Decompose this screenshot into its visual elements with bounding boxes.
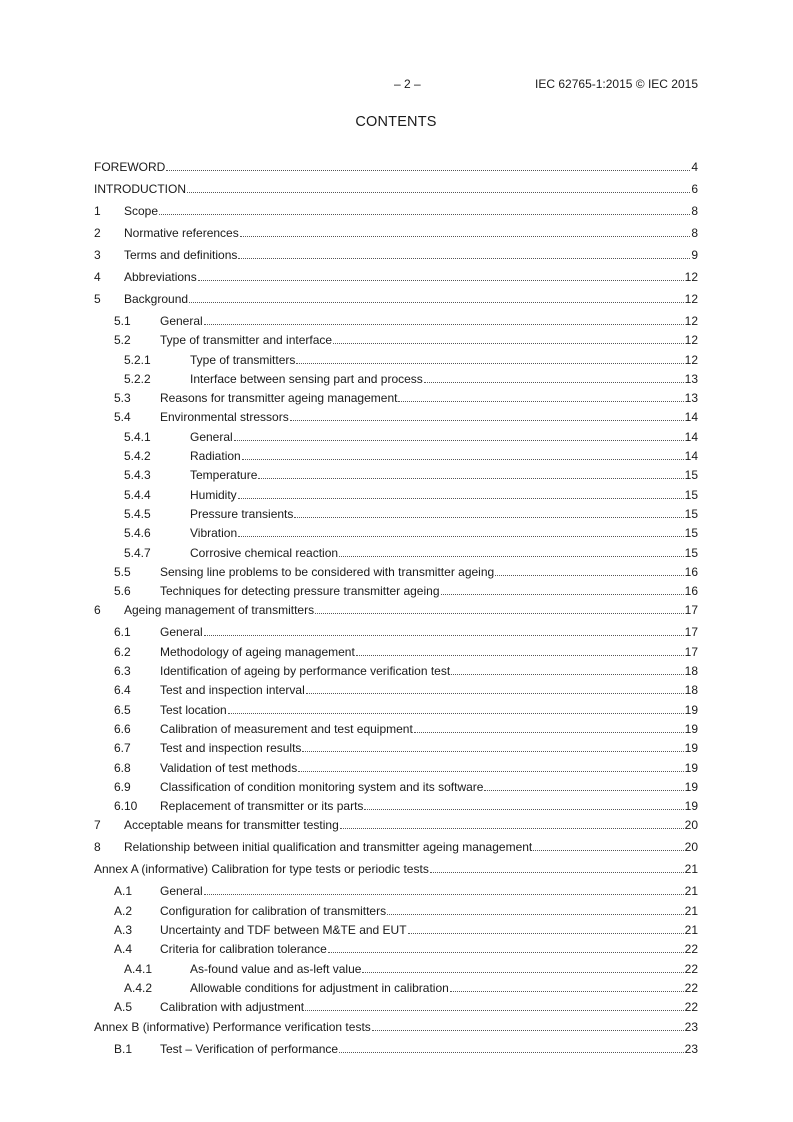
toc-entry-number: 1: [94, 204, 101, 218]
dot-leader: [372, 1019, 684, 1031]
toc-entry-page: 12: [684, 314, 698, 328]
toc-entry-page: 19: [684, 760, 698, 775]
toc-entry-number: 3: [94, 248, 101, 262]
dot-leader: [238, 487, 684, 499]
toc-entry-number: 6.1: [114, 625, 131, 640]
dot-leader: [159, 203, 690, 215]
toc-entry-number: 6.2: [114, 644, 131, 659]
toc-entry-title: Environmental stressors: [160, 410, 289, 425]
toc-entry-title: Techniques for detecting pressure transmitter ageing: [160, 584, 440, 599]
toc-entry[interactable]: [94, 313, 698, 329]
dot-leader: [408, 922, 684, 934]
toc-entry-title: Pressure transients: [190, 506, 294, 521]
toc-entry-page: 16: [684, 584, 698, 599]
toc-entry-number: A.4.2: [124, 980, 153, 995]
dot-leader: [294, 506, 683, 518]
toc-entry-number: 5.4.1: [124, 429, 151, 444]
dot-leader: [340, 817, 684, 829]
toc-entry[interactable]: [94, 564, 698, 580]
toc-entry-page: 15: [684, 545, 698, 560]
toc-entry-title: Validation of test methods: [160, 760, 298, 775]
toc-entry[interactable]: [94, 883, 698, 899]
dot-leader: [228, 702, 684, 714]
toc-entry[interactable]: [94, 980, 698, 996]
toc-entry-title: Classification of condition monitoring system and its software: [160, 779, 484, 794]
toc-entry-title: Sensing line problems to be considered with transmitter ageing: [160, 564, 495, 579]
toc-entry[interactable]: [94, 644, 698, 660]
toc-entry[interactable]: [94, 602, 698, 618]
dot-leader: [356, 644, 684, 656]
toc-entry-number: B.1: [114, 1041, 133, 1056]
toc-entry-number: 6.6: [114, 721, 131, 736]
toc-entry-number: 6.4: [114, 683, 131, 698]
toc-entry-number: 6.3: [114, 664, 131, 679]
toc-entry-number: 5.4.5: [124, 506, 151, 521]
toc-entry[interactable]: [94, 203, 698, 219]
toc-entry-page: 17: [684, 644, 698, 659]
toc-entry-page: 21: [684, 884, 698, 899]
document-id: IEC 62765-1:2015 © IEC 2015: [535, 77, 698, 91]
toc-entry[interactable]: [94, 1019, 698, 1035]
toc-entry-number: 7: [94, 818, 101, 833]
toc-entry-page: 23: [684, 1041, 698, 1056]
toc-entry[interactable]: [94, 409, 698, 425]
toc-entry-title: Replacement of transmitter or its parts: [160, 799, 364, 814]
toc-entry-page: 19: [684, 779, 698, 794]
toc-entry-number: 6.10: [114, 799, 138, 814]
dot-leader: [204, 624, 684, 636]
toc-entry-title: Ageing management of transmitters: [124, 603, 315, 618]
toc-entry-page: 12: [684, 333, 698, 348]
toc-entry[interactable]: [94, 961, 698, 977]
toc-entry-number: 5.5: [114, 564, 131, 579]
toc-entry-number: A.2: [114, 903, 133, 918]
toc-entry-page: 20: [684, 840, 698, 855]
toc-entry-page: 12: [684, 270, 698, 284]
dot-leader: [333, 332, 684, 344]
dot-leader: [362, 961, 683, 973]
toc-entry-title: Background: [124, 292, 189, 306]
dot-leader: [258, 467, 683, 479]
toc-entry-number: 6.7: [114, 741, 131, 756]
toc-entry-page: 21: [684, 903, 698, 918]
toc-entry[interactable]: [94, 429, 698, 445]
toc-entry-title: Radiation: [190, 449, 241, 464]
toc-entry-number: 8: [94, 840, 101, 855]
dot-leader: [339, 545, 684, 557]
dot-leader: [187, 181, 690, 193]
toc-entry-number: A.3: [114, 923, 133, 938]
toc-entry[interactable]: [94, 839, 698, 855]
dot-leader: [387, 903, 684, 915]
toc-entry[interactable]: [94, 371, 698, 387]
toc-entry-number: 6: [94, 603, 101, 618]
toc-entry-number: 5.4.7: [124, 545, 151, 560]
toc-entry-title: Uncertainty and TDF between M&TE and EUT: [160, 923, 407, 938]
dot-leader: [339, 1041, 684, 1053]
dot-leader: [495, 564, 683, 576]
toc-entry-title: Interface between sensing part and process: [190, 371, 423, 386]
toc-entry-number: 5.4.6: [124, 526, 151, 541]
page-header: [94, 77, 698, 93]
toc-entry-number: 5.1: [114, 314, 131, 328]
toc-entry-number: 5.4.3: [124, 468, 151, 483]
toc-entry-page: 21: [684, 923, 698, 938]
toc-entry-page: 15: [684, 487, 698, 502]
toc-entry-number: 5.4.4: [124, 487, 151, 502]
toc-entry[interactable]: [94, 817, 698, 833]
dot-leader: [234, 429, 684, 441]
toc-entry-title: Vibration: [190, 526, 238, 541]
dot-leader: [533, 839, 683, 851]
toc-entry-title: Abbreviations: [124, 270, 197, 284]
toc-entry-title: Acceptable means for transmitter testing: [124, 818, 339, 833]
toc-entry[interactable]: [94, 702, 698, 718]
toc-entry-page: 17: [684, 603, 698, 618]
toc-entry-title: Temperature: [190, 468, 258, 483]
toc-entry-title: Reasons for transmitter ageing management: [160, 391, 398, 406]
toc-entry-title: Allowable conditions for adjustment in calibration: [190, 980, 449, 995]
toc-entry[interactable]: [94, 583, 698, 599]
toc-entry[interactable]: [94, 247, 698, 263]
dot-leader: [302, 740, 683, 752]
toc-entry[interactable]: [94, 779, 698, 795]
toc-entry-title: Methodology of ageing management: [160, 644, 355, 659]
toc-entry[interactable]: [94, 721, 698, 737]
toc-entry-number: A.4.1: [124, 961, 153, 976]
toc-entry-number: 2: [94, 226, 101, 240]
toc-entry-title: Test and inspection results: [160, 741, 302, 756]
toc-entry[interactable]: [94, 159, 698, 175]
toc-entry-page: 13: [684, 371, 698, 386]
toc-entry-page: 15: [684, 526, 698, 541]
toc-entry-page: 23: [684, 1019, 698, 1034]
toc-entry-number: 6.8: [114, 760, 131, 775]
toc-entry[interactable]: [94, 390, 698, 406]
toc-entry[interactable]: [94, 269, 698, 285]
dot-leader: [305, 999, 684, 1011]
dot-leader: [290, 409, 684, 421]
dot-leader: [451, 663, 683, 675]
toc-entry-title: Terms and definitions: [124, 248, 238, 262]
toc-entry-title: Type of transmitter and interface: [160, 333, 333, 348]
toc-entry-title: Test and inspection interval: [160, 683, 305, 698]
toc-entry[interactable]: [94, 332, 698, 348]
toc-entry-number: 6.9: [114, 779, 131, 794]
dot-leader: [364, 798, 683, 810]
dot-leader: [198, 269, 684, 281]
toc-entry-title: Relationship between initial qualification and transmitter ageing management: [124, 840, 533, 855]
toc-entry-number: A.4: [114, 942, 133, 957]
toc-entry[interactable]: [94, 487, 698, 503]
toc-entry-title: As-found value and as-left value: [190, 961, 362, 976]
toc-entry-page: 14: [684, 410, 698, 425]
toc-entry-title: Test – Verification of performance: [160, 1041, 339, 1056]
toc-entry-number: A.1: [114, 884, 133, 899]
toc-entry-page: 14: [684, 449, 698, 464]
toc-entry-page: 19: [684, 741, 698, 756]
toc-entry-page: 18: [684, 683, 698, 698]
toc-entry[interactable]: [94, 506, 698, 522]
toc-entry-page: 8: [691, 226, 698, 240]
toc-entry[interactable]: [94, 798, 698, 814]
dot-leader: [298, 760, 683, 772]
toc-entry-page: 15: [684, 468, 698, 483]
toc-entry-page: 22: [684, 942, 698, 957]
table-of-contents: [94, 159, 698, 1060]
toc-entry-page: 14: [684, 429, 698, 444]
toc-entry[interactable]: [94, 663, 698, 679]
toc-entry-number: 5: [94, 292, 101, 306]
dot-leader: [189, 291, 684, 303]
dot-leader: [424, 371, 684, 383]
toc-entry[interactable]: [94, 760, 698, 776]
toc-entry[interactable]: [94, 352, 698, 368]
toc-entry-page: 12: [684, 292, 698, 306]
toc-entry[interactable]: [94, 291, 698, 307]
toc-entry-title: General: [160, 314, 203, 328]
dot-leader: [414, 721, 684, 733]
toc-entry-page: 12: [684, 352, 698, 367]
toc-entry[interactable]: [94, 545, 698, 561]
toc-entry-page: 21: [684, 862, 698, 877]
toc-entry-title: General: [190, 429, 233, 444]
toc-entry-number: 5.4: [114, 410, 131, 425]
dot-leader: [296, 352, 683, 364]
dot-leader: [238, 525, 683, 537]
toc-entry-number: 5.2: [114, 333, 131, 348]
toc-entry-number: 6.5: [114, 702, 131, 717]
toc-entry-title: Corrosive chemical reaction: [190, 545, 339, 560]
toc-entry-number: 5.2.2: [124, 371, 151, 386]
toc-entry[interactable]: [94, 525, 698, 541]
toc-entry-page: 19: [684, 721, 698, 736]
toc-entry[interactable]: [94, 1041, 698, 1057]
dot-leader: [450, 980, 684, 992]
toc-entry-title: General: [160, 625, 203, 640]
toc-entry[interactable]: [94, 922, 698, 938]
dot-leader: [238, 247, 690, 259]
toc-entry-page: 15: [684, 506, 698, 521]
toc-entry-title: INTRODUCTION: [94, 182, 186, 196]
toc-entry[interactable]: [94, 467, 698, 483]
toc-entry-number: 4: [94, 270, 101, 284]
toc-entry-page: 18: [684, 664, 698, 679]
dot-leader: [328, 941, 684, 953]
contents-title: CONTENTS: [355, 114, 437, 130]
toc-entry-title: Annex B (informative) Performance verification tests: [94, 1019, 371, 1034]
dot-leader: [315, 602, 684, 614]
toc-entry-title: Annex A (informative) Calibration for type tests or periodic tests: [94, 862, 429, 877]
toc-entry[interactable]: [94, 999, 698, 1015]
toc-entry-number: 5.4.2: [124, 449, 151, 464]
toc-entry-page: 22: [684, 980, 698, 995]
toc-entry-page: 20: [684, 818, 698, 833]
toc-entry-title: Calibration of measurement and test equipment: [160, 721, 413, 736]
toc-entry-number: A.5: [114, 1000, 133, 1015]
toc-entry-title: Criteria for calibration tolerance: [160, 942, 327, 957]
toc-entry-page: 19: [684, 702, 698, 717]
toc-entry-title: Identification of ageing by performance verification test: [160, 664, 451, 679]
toc-entry-title: FOREWORD: [94, 160, 166, 174]
toc-entry-page: 22: [684, 961, 698, 976]
toc-entry-page: 8: [691, 204, 698, 218]
dot-leader: [441, 583, 684, 595]
toc-entry[interactable]: [94, 740, 698, 756]
toc-entry[interactable]: [94, 225, 698, 241]
toc-entry[interactable]: [94, 682, 698, 698]
toc-entry-page: 16: [684, 564, 698, 579]
toc-entry-page: 17: [684, 625, 698, 640]
toc-entry-number: 5.3: [114, 391, 131, 406]
toc-entry[interactable]: [94, 941, 698, 957]
toc-entry[interactable]: [94, 181, 698, 197]
page-number: – 2 –: [394, 77, 421, 91]
toc-entry-title: Scope: [124, 204, 159, 218]
toc-entry-page: 6: [691, 182, 698, 196]
toc-entry-title: Type of transmitters: [190, 352, 296, 367]
toc-entry[interactable]: [94, 903, 698, 919]
dot-leader: [166, 159, 690, 171]
dot-leader: [204, 883, 684, 895]
toc-entry-page: 4: [691, 160, 698, 174]
toc-entry[interactable]: [94, 624, 698, 640]
toc-entry-title: General: [160, 884, 203, 899]
dot-leader: [242, 448, 684, 460]
toc-entry-title: Configuration for calibration of transmitters: [160, 903, 387, 918]
toc-entry[interactable]: [94, 448, 698, 464]
dot-leader: [484, 779, 683, 791]
toc-entry-title: Humidity: [190, 487, 237, 502]
dot-leader: [240, 225, 691, 237]
toc-entry-number: 5.6: [114, 584, 131, 599]
toc-entry-page: 13: [684, 391, 698, 406]
toc-entry-page: 9: [691, 248, 698, 262]
dot-leader: [306, 682, 684, 694]
toc-entry-title: Normative references: [124, 226, 239, 240]
dot-leader: [430, 861, 684, 873]
toc-entry[interactable]: [94, 861, 698, 877]
toc-entry-page: 19: [684, 799, 698, 814]
toc-entry-title: Test location: [160, 702, 227, 717]
toc-entry-page: 22: [684, 1000, 698, 1015]
toc-entry-number: 5.2.1: [124, 352, 151, 367]
dot-leader: [398, 390, 683, 402]
dot-leader: [204, 313, 684, 325]
toc-entry-title: Calibration with adjustment: [160, 1000, 305, 1015]
